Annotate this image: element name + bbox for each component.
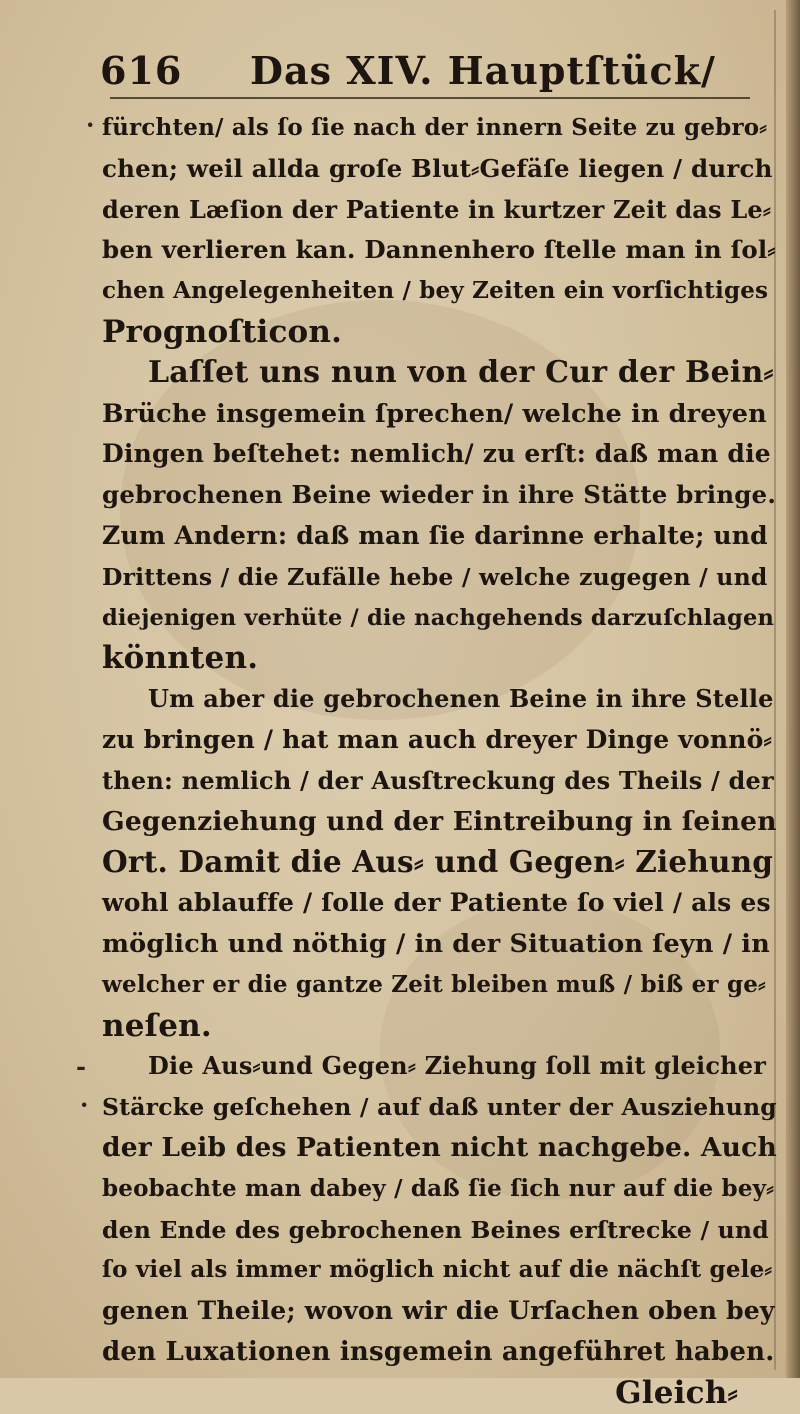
text-line: Gegenziehung und der Eintreibung in ſeinen [102,805,777,837]
text-line: deren Læſion der Patiente in kurtzer Zeit das Le⸗ [102,194,772,224]
text-line: Prognoſticon. [102,313,343,350]
catchword: Gleich⸗ [615,1374,738,1411]
text-line: zu bringen / hat man auch dreyer Dinge vonnö⸗ [102,724,772,754]
text-line: Stärcke geſchehen / auf daß unter der Ausziehung [102,1093,777,1122]
text-line: welcher er die gantze Zeit bleiben muß / biß er ge⸗ [102,970,766,998]
text-line: Brüche insgemein ſprechen/ welche in dreyen [102,398,767,429]
text-line: diejenigen verhüte / die nachgehends darzuſchlagen [102,604,775,631]
text-line: der Leib des Patienten nicht nachgebe. Auch [102,1131,777,1163]
text-line: neſen. [102,1007,212,1044]
text-line: gebrochenen Beine wieder in ihre Stätte bringe. [102,480,777,510]
text-line: den Luxationen insgemein angeführet haben. [102,1336,775,1367]
paragraph-start-line: Die Aus⸗und Gegen⸗ Ziehung ſoll mit gleicher [148,1051,767,1081]
text-line: Dingen beſtehet: nemlich/ zu erſt: daß man die [102,439,771,469]
text-line: ben verlieren kan. Dannenhero ſtelle man in ſol⸗ [102,235,776,265]
page-number: 616 [100,48,183,93]
text-line: möglich und nöthig / in der Situation ſeyn / in [102,928,770,959]
text-line: ſo viel als immer möglich nicht auf die nächſt gele⸗ [102,1256,773,1284]
body-text [102,108,778,1414]
text-line: beobachte man dabey / daß ſie ſich nur auf die bey⸗ [102,1174,775,1202]
text-line: könnten. [102,640,259,677]
text-line: then: nemlich / der Ausſtreckung des Theils / der [102,765,774,795]
text-line: chen Angelegenheiten / bey Zeiten ein vorſichtiges [102,277,769,305]
header-rule [110,97,750,99]
paragraph-start-line: Um aber die gebrochenen Beine in ihre Stelle [148,684,774,714]
page-header [100,42,740,102]
text-line: den Ende des gebrochenen Beines erſtrecke / und [102,1215,769,1244]
text-line: fürchten/ als ſo ſie nach der innern Seite zu gebro⸗ [102,114,768,141]
text-line: Drittens / die Zufälle hebe / welche zugegen / und [102,562,768,591]
text-line: chen; weil allda groſe Blut⸗Gefäſe liegen / durch [102,153,773,183]
catchword-line [102,1373,778,1414]
margin-mark: - [76,1052,86,1081]
paragraph-start-line: Laſſet uns nun von der Cur der Bein⸗ [148,354,774,390]
text-line: Ort. Damit die Aus⸗ und Gegen⸗ Ziehung [102,844,774,880]
margin-mark: · [80,1090,89,1119]
margin-mark: · [86,110,95,139]
text-line: genen Theile; wovon wir die Urſachen oben bey [102,1296,775,1326]
text-line: wohl ablauffe / ſolle der Patiente ſo viel / als es [102,888,771,918]
text-line: Zum Andern: daß man ſie darinne erhalte; und [102,520,768,550]
page-edge [786,0,800,1378]
running-title: Das XIV. Hauptſtück/ [250,48,716,93]
